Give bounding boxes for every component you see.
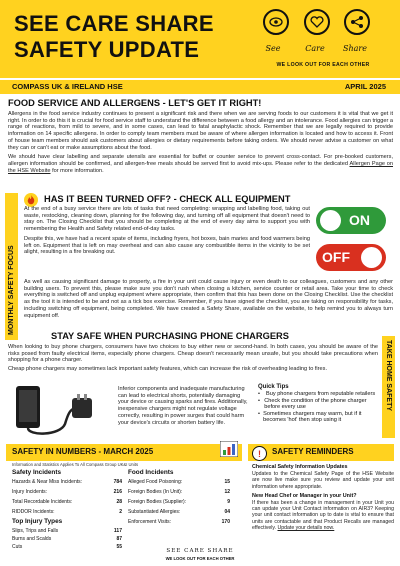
reminder-1-text: Updates to the Chemical Safety Page of the HSE Website are now live make sure you review and update your unit information where appropriate. — [252, 471, 394, 490]
stat-value: 216 — [113, 489, 122, 495]
stat-row — [12, 499, 122, 505]
chargers-title: STAY SAFE WHEN PURCHASING PHONE CHARGERS — [51, 331, 289, 341]
injury-types-title: Top Injury Types — [12, 518, 63, 525]
food-para-2-end: for more information. — [52, 167, 104, 174]
reminders-body — [252, 464, 394, 531]
monthly-body-top — [24, 206, 310, 256]
stat-row — [12, 479, 122, 485]
chargers-para-3: Inferior components and inadequate manufacturing can lead to electrical shorts, potentially damaging your device or causing sparks and fires. Additionally, inexpensive chargers might not regulate voltage correctly, resulting in power surges that could harm your device's circuits or shorten battery life. — [118, 386, 248, 426]
stat-row — [128, 509, 230, 515]
stat-row — [12, 528, 122, 534]
monthly-focus-label: MONTHLY SAFETY FOCUS — [8, 245, 15, 335]
org-bar — [0, 80, 400, 94]
reminders-title: SAFETY REMINDERS — [272, 447, 354, 456]
stat-value: 784 — [113, 479, 122, 485]
tip-item: • Sometimes chargers may warm, but if it becomes 'hot' then stop using it — [258, 411, 378, 424]
stat-label: Substantiated Allergies: — [128, 509, 181, 515]
off-label: OFF — [322, 249, 350, 265]
eye-icon — [263, 9, 289, 35]
monthly-focus-sidebar — [5, 193, 18, 340]
stat-row — [12, 536, 122, 542]
stat-value: 28 — [116, 499, 122, 505]
stat-label: Enforcement Visits: — [128, 519, 171, 525]
stat-value: 04 — [224, 509, 230, 515]
brand-share: Share — [343, 44, 367, 53]
numbers-title: SAFETY IN NUMBERS - MARCH 2025 — [12, 447, 154, 456]
phone-charger-image — [10, 384, 100, 438]
brand-care: Care — [305, 44, 325, 53]
tip-text: Buy phone chargers from reputable retailers — [266, 391, 376, 397]
stat-row — [128, 489, 230, 495]
issue-date: APRIL 2025 — [344, 82, 386, 91]
stat-value: 15 — [224, 479, 230, 485]
safety-incidents-title: Safety Incidents — [12, 469, 62, 476]
quick-tips — [258, 384, 378, 424]
stat-row — [128, 479, 230, 485]
chargers-details — [118, 386, 250, 426]
stat-value: 87 — [116, 536, 122, 542]
monthly-para-2: Despite this, we have had a recent spate of items, including fryers, hot boxes, bain maries and food warmers being left on. Equipment that is left on may overheat and can also cause any combustible items in the vicinity to be set alight, resulting in a fire breaking out. — [24, 235, 310, 256]
food-para-2-text: We should have clear labelling and separate utensils are essential for buffet or counter service to prevent cross-contact. For pre-booked customers, allergen information should be confirmed, and allergen-free meals should be served first to avoid mix-ups. Please refer to the dedicated — [8, 154, 393, 167]
off-switch-graphic — [316, 244, 386, 271]
stat-label: RIDDOR Incidents: — [12, 509, 55, 515]
reminder-2-body: If there has been a change in management in your Unit you can update your Unit Contact information on AIR3? Keeping your unit contact information up to date is vital to ensure that units are contactable and that Product Recalls are managed effectively. — [252, 499, 394, 532]
chargers-para-1: When looking to buy phone chargers, consumers have two choices to buy either new or second-hand. In both cases, you should be aware of the risks posed from faulty electrical items, especially phone chargers. Cheap doesn't necessarily mean unsafe, but you should take precautions when shopping for a phone charger. — [8, 344, 378, 364]
stat-label: Slips, Trips and Falls — [12, 528, 59, 534]
stat-value: 55 — [116, 544, 122, 550]
page-title-line2: SAFETY UPDATE — [14, 37, 200, 62]
stat-row — [128, 519, 230, 525]
stat-label: Hazards & Near Miss Incidents: — [12, 479, 83, 485]
stat-label: Cuts — [12, 544, 23, 550]
stat-value: 2 — [119, 509, 122, 515]
food-title: FOOD SERVICE AND ALLERGENS - LET'S GET IT RIGHT! — [8, 98, 262, 108]
monthly-para-3: As well as causing significant damage to property, a fire in your unit could cause injury or even death to our colleagues, customers and any other building users. To prevent this, please make sure you don't rush when closing a kitchen, service counter or retail area. Take your time to check everything is switched off and unplug equipment where appropriate, then confirm that this has been done on the Closing Checklist. Use the checklist as the tool it is intended to be and not as a tick box exercise. Remember, if you have signed the checklist, you are taking on responsibility for tasks, including switching off equipment, being completed. We have created a Safety Share, available on the website, to help remind you to always turn equipment off. — [24, 279, 393, 319]
tagline: WE LOOK OUT FOR EACH OTHER — [276, 62, 370, 68]
allergen-page-link[interactable]: Allergen Page on the HSE Website — [8, 160, 393, 174]
monthly-title: HAS IT BEEN TURNED OFF? - CHECK ALL EQUIPMENT — [44, 194, 291, 204]
stat-label: Burns and Scalds — [12, 536, 52, 542]
reminder-1-title: Chemical Safety Information Updates — [252, 464, 348, 470]
tip-item: • Buy phone chargers from reputable retailers — [258, 391, 376, 397]
chargers-para-2: Cheap phone chargers may sometimes lack important safety features, which can increase the risk of overheating leading to fires. — [8, 366, 328, 373]
reminders-header — [248, 444, 394, 461]
on-switch-graphic — [316, 207, 386, 234]
stat-row — [12, 489, 122, 495]
stat-value: 9 — [227, 499, 230, 505]
take-home-sidebar — [382, 336, 395, 438]
share-icon — [344, 9, 370, 35]
stat-label: Foreign Bodies (In Unit): — [128, 489, 183, 495]
on-label: ON — [349, 212, 370, 228]
heart-icon — [304, 9, 330, 35]
update-details-link[interactable]: Update your details now. — [277, 525, 335, 532]
food-body — [8, 111, 393, 174]
monthly-body-bottom — [24, 279, 393, 319]
tip-text: Sometimes chargers may warm, but if it becomes 'hot' then stop using it — [263, 410, 362, 424]
numbers-subtitle: Information and Statistics Applies To All Compass Group UK&I Units — [12, 462, 139, 467]
numbers-header — [6, 444, 242, 461]
reminder-2-text — [252, 500, 394, 531]
chargers-body — [8, 344, 378, 373]
tip-item: • Check the condition of the phone charger before every use — [258, 398, 378, 411]
tip-text: Check the condition of the phone charger before every use — [264, 397, 367, 411]
food-para-2 — [8, 154, 393, 174]
stat-value: 117 — [113, 528, 122, 534]
stat-label: Injury Incidents: — [12, 489, 48, 495]
alert-icon: ! — [252, 446, 267, 461]
page-title-line1: SEE CARE SHARE — [14, 11, 214, 36]
take-home-label: TAKE HOME SAFETY — [385, 340, 392, 412]
org-name: COMPASS UK & IRELAND HSE — [12, 82, 123, 91]
stat-value: 12 — [224, 489, 230, 495]
stat-label: Foreign Bodies (Supplier): — [128, 499, 187, 505]
food-incidents-title: Food Incidents — [128, 469, 174, 476]
flame-icon — [24, 193, 38, 207]
stat-label: Total Recordable Incidents: — [12, 499, 73, 505]
stat-value: 170 — [221, 519, 230, 525]
footer-tagline: WE LOOK OUT FOR EACH OTHER — [165, 556, 235, 561]
chart-icon — [220, 441, 238, 457]
quick-tips-title: Quick Tips — [258, 384, 289, 390]
food-para-1: Allergens in the food service industry continues to present a significant risk and there when we are serving foods to our customers it is vital that we get it right. In order to do this it is crucial for food service staff to understand the difference between a food allergy and an intolerance. Food allergies can trigger a range of reactions, from mild to severe, and in some cases, can lead to fatal anaphylactic shock. Remember that we are legally required to provide information on 14 specific allergens. In order to comply team members must be aware of where allergen information is located and how to access it. Front of house team members should ask customers about allergies or dietary requirements before taking orders. We should never advise a customer on what they can or can't eat or make assumptions about the food. — [8, 111, 393, 151]
footer-brand: SEE CARE SHARE — [166, 548, 234, 554]
stat-row — [12, 544, 122, 550]
stat-row — [128, 499, 230, 505]
monthly-para-1: At the end of a busy service there are lots of tasks that need completing: wrapping and labelling food, taking out waste, restocking, cleaning down, planning for the following day, and turning off all equipment that doesn't need to stay on. The Closing Checklist that you should be completing at the end of every day aims to support you with remembering the Health and Safety related end-of-day tasks. — [24, 206, 310, 233]
stat-row — [12, 509, 122, 515]
stat-label: Alleged Food Poisoning: — [128, 479, 183, 485]
reminder-2-title: New Head Chef or Manager in your Unit? — [252, 492, 357, 499]
brand-see: See — [265, 44, 281, 53]
